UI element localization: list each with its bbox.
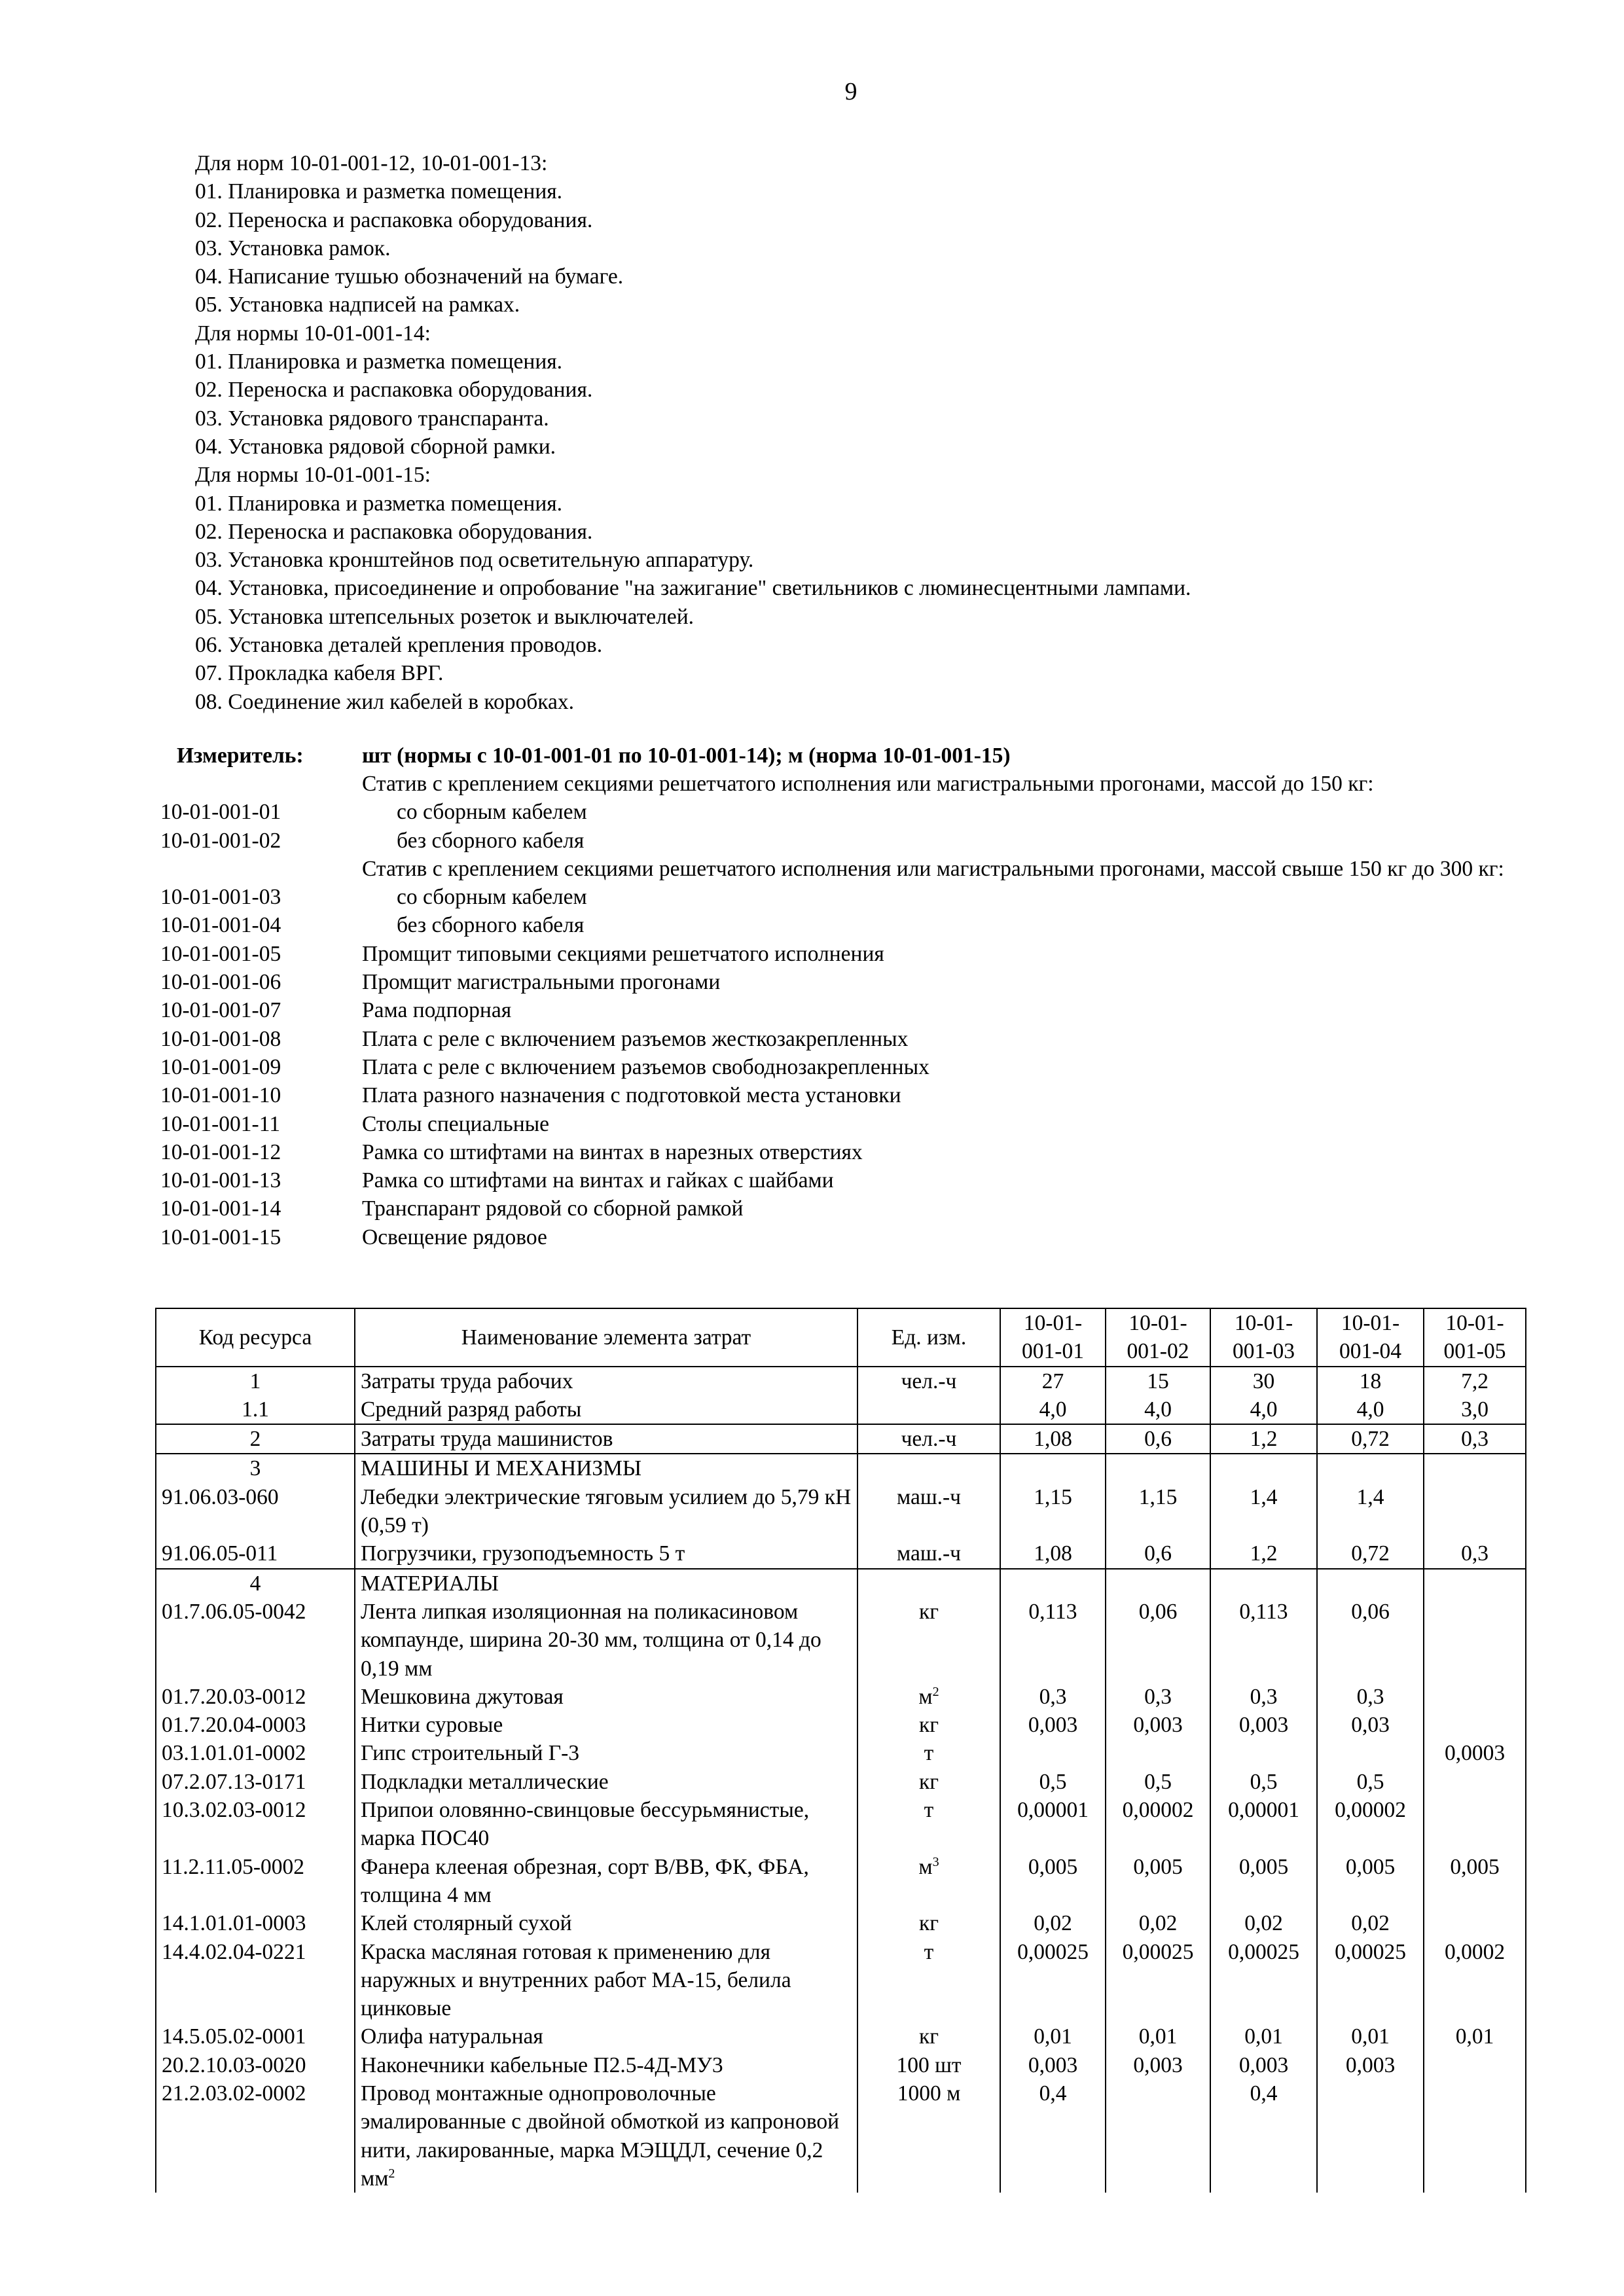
resource-name: Мешковина джутовая xyxy=(355,1683,857,1711)
norm-value xyxy=(1106,1739,1210,1767)
norm-value: 1,15 xyxy=(1000,1483,1106,1540)
norm-description: Транспарант рядовой со сборной рамкой xyxy=(362,1196,744,1221)
norm-value: 0,5 xyxy=(1317,1768,1424,1796)
step-line: 01. Планировка и разметка помещения. xyxy=(195,491,563,516)
resource-unit: чел.-ч xyxy=(857,1367,1000,1395)
norm-value: 4,0 xyxy=(1210,1395,1317,1424)
norm-value: 1,4 xyxy=(1210,1483,1317,1540)
table-row xyxy=(156,1539,1526,1568)
resource-code: 91.06.05-011 xyxy=(156,1539,355,1568)
norm-value: 0,5 xyxy=(1106,1768,1210,1796)
resource-name: Провод монтажные однопроволочные эмалированные с двойной обмоткой из капроновой нити, лакированные, марка МЭЩДЛ, сечение 0,2 $мм^2$ xyxy=(355,2079,857,2193)
resource-code: 01.7.06.05-0042 xyxy=(156,1598,355,1683)
norm-value xyxy=(1000,1569,1106,1598)
resource-unit: т xyxy=(857,1938,1000,2023)
norm-value: 1,15 xyxy=(1106,1483,1210,1540)
table-row xyxy=(156,2051,1526,2079)
resource-name: Лента липкая изоляционная на поликасиновом компаунде, ширина 20-30 мм, толщина от 0,14 до 0,19 мм xyxy=(355,1598,857,1683)
norm-description: Промщит магистральными прогонами xyxy=(362,970,721,995)
norm-value xyxy=(1424,2079,1526,2193)
resource-code: 21.2.03.02-0002 xyxy=(156,2079,355,2193)
norm-value xyxy=(1210,1739,1317,1767)
resource-code: 20.2.10.03-0020 xyxy=(156,2051,355,2079)
resource-name: Гипс строительный Г-3 xyxy=(355,1739,857,1767)
header-unit: Ед. изм. xyxy=(857,1308,1000,1367)
norm-code: 10-01-001-10 xyxy=(160,1083,281,1108)
norm-value: 18 xyxy=(1317,1367,1424,1395)
norm-value: 0,02 xyxy=(1317,1909,1424,1937)
step-line: 03. Установка рядового транспаранта. xyxy=(195,406,549,431)
norm-value: 0,003 xyxy=(1106,1711,1210,1739)
norm-value xyxy=(1424,2051,1526,2079)
step-line: 04. Написание тушью обозначений на бумаге. xyxy=(195,264,624,289)
table-row xyxy=(156,1454,1526,1482)
norm-value: 0,4 xyxy=(1210,2079,1317,2193)
norm-code: 10-01-001-05 xyxy=(160,941,281,966)
step-line: 04. Установка, присоединение и опробование "на зажигание" светильников с люминесцентными лампами. xyxy=(195,576,1191,601)
norm-code: 10-01-001-03 xyxy=(160,885,281,910)
step-line: 03. Установка кронштейнов под осветительную аппаратуру. xyxy=(195,548,754,573)
norm-code: 10-01-001-01 xyxy=(160,800,281,825)
norm-description: Рамка со штифтами на винтах в нарезных отверстиях xyxy=(362,1139,863,1164)
norm-value xyxy=(1424,1683,1526,1711)
resource-unit: кг xyxy=(857,1711,1000,1739)
norm-value: 0,01 xyxy=(1317,2022,1424,2051)
step-line: 02. Переноска и распаковка оборудования. xyxy=(195,378,593,403)
norm-value: 0,00002 xyxy=(1106,1796,1210,1853)
norm-value: 0,02 xyxy=(1210,1909,1317,1937)
norm-code xyxy=(160,855,362,883)
norm-value: 0,03 xyxy=(1317,1711,1424,1739)
header-norm-col: 10-01- 001-01 xyxy=(1000,1308,1106,1367)
norm-row xyxy=(160,1025,1522,1053)
resource-unit: кг xyxy=(857,1768,1000,1796)
norm-description: Плата с реле с включением разъемов свободнозакрепленных xyxy=(362,1054,929,1079)
norm-value xyxy=(1424,1454,1526,1482)
norm-description: Плата с реле с включением разъемов жесткозакрепленных xyxy=(362,1026,909,1051)
step-line: 01. Планировка и разметка помещения. xyxy=(195,350,563,374)
norm-code: 10-01-001-13 xyxy=(160,1168,281,1193)
norm-value: 0,3 xyxy=(1424,1539,1526,1568)
resource-unit: маш.-ч xyxy=(857,1483,1000,1540)
resource-name: Фанера клееная обрезная, сорт В/ВВ, ФК, ФБА, толщина 4 мм xyxy=(355,1853,857,1910)
norm-code: 10-01-001-06 xyxy=(160,970,281,995)
resource-code: 11.2.11.05-0002 xyxy=(156,1853,355,1910)
resource-name: Затраты труда рабочих xyxy=(355,1367,857,1395)
resource-unit: 100 шт xyxy=(857,2051,1000,2079)
norm-value: 0,003 xyxy=(1210,2051,1317,2079)
norm-value: 0,005 xyxy=(1106,1853,1210,1910)
norm-description: Рама подпорная xyxy=(362,998,512,1023)
norm-row xyxy=(160,968,1522,996)
table-row xyxy=(156,1711,1526,1739)
resource-code: 14.5.05.02-0001 xyxy=(156,2022,355,2051)
table-header-row xyxy=(156,1308,1526,1367)
norm-value: 0,00025 xyxy=(1210,1938,1317,2023)
step-line: 06. Установка деталей крепления проводов. xyxy=(195,633,603,658)
norm-value: 0,113 xyxy=(1210,1598,1317,1683)
work-steps-list xyxy=(195,149,1191,716)
norm-code: 10-01-001-15 xyxy=(160,1225,281,1249)
norm-row xyxy=(160,1223,1522,1251)
norm-value: 4,0 xyxy=(1106,1395,1210,1424)
norm-value xyxy=(1424,1598,1526,1683)
norm-value xyxy=(1317,1454,1424,1482)
norm-row xyxy=(160,1166,1522,1194)
table-row xyxy=(156,1796,1526,1853)
norm-description: Рамка со штифтами на винтах и гайках с шайбами xyxy=(362,1168,834,1193)
norm-value: 4,0 xyxy=(1317,1395,1424,1424)
meter-label: Измеритель: xyxy=(177,744,304,768)
norm-value: 0,3 xyxy=(1317,1683,1424,1711)
norm-value xyxy=(1424,1796,1526,1853)
table-row xyxy=(156,2022,1526,2051)
norm-value xyxy=(1000,1739,1106,1767)
norm-row xyxy=(160,855,1522,883)
norm-row xyxy=(160,1110,1522,1138)
norm-value: 1,4 xyxy=(1317,1483,1424,1540)
step-line: 05. Установка надписей на рамках. xyxy=(195,293,520,317)
norm-code: 10-01-001-04 xyxy=(160,913,281,938)
resource-code: 01.7.20.04-0003 xyxy=(156,1711,355,1739)
norm-value: 0,003 xyxy=(1000,1711,1106,1739)
norm-code xyxy=(160,770,362,798)
header-norm-col: 10-01- 001-03 xyxy=(1210,1308,1317,1367)
resource-name: Краска масляная готовая к применению для наружных и внутренних работ МА-15, белила цинковые xyxy=(355,1938,857,2023)
norm-value xyxy=(1106,1454,1210,1482)
norm-row xyxy=(160,770,1522,798)
resource-name: Припои оловянно-свинцовые бессурьмянистые, марка ПОС40 xyxy=(355,1796,857,1853)
norm-row xyxy=(160,1138,1522,1166)
norm-value xyxy=(1317,1569,1424,1598)
norm-value xyxy=(1424,1569,1526,1598)
resource-name: Средний разряд работы xyxy=(355,1395,857,1424)
resource-table xyxy=(155,1308,1526,2193)
step-line: 08. Соединение жил кабелей в коробках. xyxy=(195,689,575,714)
norm-value: 0,02 xyxy=(1000,1909,1106,1937)
norm-value xyxy=(1210,1569,1317,1598)
norm-value: 0,005 xyxy=(1210,1853,1317,1910)
norm-value: 0,5 xyxy=(1210,1768,1317,1796)
resource-code: 14.1.01.01-0003 xyxy=(156,1909,355,1937)
resource-unit: кг xyxy=(857,1598,1000,1683)
norm-code: 10-01-001-07 xyxy=(160,998,281,1023)
norm-value: 0,02 xyxy=(1106,1909,1210,1937)
norm-value: 0,06 xyxy=(1317,1598,1424,1683)
norm-value: 0,5 xyxy=(1000,1768,1106,1796)
resource-name: Нитки суровые xyxy=(355,1711,857,1739)
norm-value: 0,003 xyxy=(1317,2051,1424,2079)
table-row xyxy=(156,1938,1526,2023)
norm-row xyxy=(160,1081,1522,1109)
norm-description: со сборным кабелем xyxy=(397,885,587,910)
norm-value: 0,72 xyxy=(1317,1539,1424,1568)
resource-name: МАТЕРИАЛЫ xyxy=(355,1569,857,1598)
step-line: Для нормы 10-01-001-14: xyxy=(195,321,431,346)
step-line: 02. Переноска и распаковка оборудования. xyxy=(195,207,593,232)
step-line: 07. Прокладка кабеля ВРГ. xyxy=(195,661,444,686)
norm-row xyxy=(160,996,1522,1024)
table-row xyxy=(156,1598,1526,1683)
resource-unit: 1000 м xyxy=(857,2079,1000,2193)
norm-row xyxy=(160,911,1522,939)
step-line: 01. Планировка и разметка помещения. xyxy=(195,179,563,204)
norm-value: 0,00002 xyxy=(1317,1796,1424,1853)
norm-description: Статив с креплением секциями решетчатого исполнения или магистральными прогонами, массой до 150 кг: xyxy=(362,772,1374,796)
norm-row xyxy=(160,883,1522,911)
resource-name: Олифа натуральная xyxy=(355,2022,857,2051)
header-norm-col: 10-01- 001-04 xyxy=(1317,1308,1424,1367)
resource-unit: т xyxy=(857,1796,1000,1853)
norm-row xyxy=(160,1053,1522,1081)
norm-value: 0,3 xyxy=(1000,1683,1106,1711)
norm-description: Промщит типовыми секциями решетчатого исполнения xyxy=(362,941,884,966)
header-code: Код ресурса xyxy=(156,1308,355,1367)
norm-value: 0,4 xyxy=(1000,2079,1106,2193)
norm-row xyxy=(160,827,1522,855)
norm-value: 7,2 xyxy=(1424,1367,1526,1395)
norm-description: со сборным кабелем xyxy=(397,800,587,825)
norm-value xyxy=(1000,1454,1106,1482)
norm-row xyxy=(160,1194,1522,1223)
step-line: 02. Переноска и распаковка оборудования. xyxy=(195,519,593,544)
page-number: 9 xyxy=(844,78,857,105)
table-row xyxy=(156,1739,1526,1767)
resource-unit: маш.-ч xyxy=(857,1539,1000,1568)
header-norm-col: 10-01- 001-05 xyxy=(1424,1308,1526,1367)
norm-code: 10-01-001-12 xyxy=(160,1139,281,1164)
resource-unit: кг xyxy=(857,2022,1000,2051)
norm-description: без сборного кабеля xyxy=(397,913,585,938)
norm-value: 0,6 xyxy=(1106,1424,1210,1454)
norm-value xyxy=(1317,2079,1424,2193)
norm-value: 0,01 xyxy=(1000,2022,1106,2051)
resource-unit xyxy=(857,1454,1000,1482)
norm-value xyxy=(1424,1711,1526,1739)
norm-value: 0,00025 xyxy=(1000,1938,1106,2023)
resource-code: 3 xyxy=(156,1454,355,1482)
resource-code: 91.06.03-060 xyxy=(156,1483,355,1540)
norm-code: 10-01-001-02 xyxy=(160,828,281,853)
norm-value: 0,06 xyxy=(1106,1598,1210,1683)
norm-value: 0,01 xyxy=(1106,2022,1210,2051)
table-row xyxy=(156,1395,1526,1424)
step-line: 04. Установка рядовой сборной рамки. xyxy=(195,434,556,459)
resource-code: 07.2.07.13-0171 xyxy=(156,1768,355,1796)
norm-value: 0,3 xyxy=(1210,1683,1317,1711)
norm-value: 0,3 xyxy=(1106,1683,1210,1711)
resource-name: Погрузчики, грузоподъемность 5 т xyxy=(355,1539,857,1568)
resource-name: Затраты труда машинистов xyxy=(355,1424,857,1454)
table-row xyxy=(156,1569,1526,1598)
norm-value: 0,003 xyxy=(1106,2051,1210,2079)
norm-value: 30 xyxy=(1210,1367,1317,1395)
step-line: 05. Установка штепсельных розеток и выключателей. xyxy=(195,604,694,629)
resource-name: Подкладки металлические xyxy=(355,1768,857,1796)
norm-value: 1,2 xyxy=(1210,1424,1317,1454)
norm-description: Освещение рядовое xyxy=(362,1225,547,1249)
resource-name: Наконечники кабельные П2.5-4Д-МУ3 xyxy=(355,2051,857,2079)
resource-name: Лебедки электрические тяговым усилием до 5,79 кН (0,59 т) xyxy=(355,1483,857,1540)
norm-value: 0,01 xyxy=(1424,2022,1526,2051)
norm-code: 10-01-001-14 xyxy=(160,1196,281,1221)
resource-code: 03.1.01.01-0002 xyxy=(156,1739,355,1767)
resource-code: 10.3.02.03-0012 xyxy=(156,1796,355,1853)
table-row xyxy=(156,2079,1526,2193)
resource-code: 1.1 xyxy=(156,1395,355,1424)
norm-value: 0,003 xyxy=(1000,2051,1106,2079)
resource-code: 1 xyxy=(156,1367,355,1395)
resource-unit xyxy=(857,1569,1000,1598)
resource-code: 2 xyxy=(156,1424,355,1454)
norm-description: Столы специальные xyxy=(362,1111,549,1136)
norm-value xyxy=(1106,1569,1210,1598)
resource-unit: т xyxy=(857,1739,1000,1767)
resource-unit: $м^3$ xyxy=(857,1853,1000,1910)
norm-value xyxy=(1317,1739,1424,1767)
header-norm-col: 10-01- 001-02 xyxy=(1106,1308,1210,1367)
table-row xyxy=(156,1683,1526,1711)
step-line: Для нормы 10-01-001-15: xyxy=(195,463,431,488)
table-row xyxy=(156,1367,1526,1395)
norm-value: 1,2 xyxy=(1210,1539,1317,1568)
resource-unit: чел.-ч xyxy=(857,1424,1000,1454)
norm-value: 0,005 xyxy=(1317,1853,1424,1910)
norm-value: 0,005 xyxy=(1424,1853,1526,1910)
norm-value: 0,01 xyxy=(1210,2022,1317,2051)
resource-code: 14.4.02.04-0221 xyxy=(156,1938,355,2023)
norm-value: 0,00001 xyxy=(1210,1796,1317,1853)
norm-value: 3,0 xyxy=(1424,1395,1526,1424)
step-line: 03. Установка рамок. xyxy=(195,236,391,260)
norm-value: 0,72 xyxy=(1317,1424,1424,1454)
norm-description: Статив с креплением секциями решетчатого исполнения или магистральными прогонами, массой свыше 150 кг до 300 кг: xyxy=(362,856,1504,881)
norm-value: 0,005 xyxy=(1000,1853,1106,1910)
resource-name: МАШИНЫ И МЕХАНИЗМЫ xyxy=(355,1454,857,1482)
norm-value: 0,113 xyxy=(1000,1598,1106,1683)
norm-row xyxy=(160,798,1522,826)
table-row xyxy=(156,1483,1526,1540)
norm-value: 0,00025 xyxy=(1317,1938,1424,2023)
norm-code: 10-01-001-09 xyxy=(160,1054,281,1079)
norm-value xyxy=(1424,1483,1526,1540)
norm-value: 15 xyxy=(1106,1367,1210,1395)
norm-value: 0,6 xyxy=(1106,1539,1210,1568)
norm-value: 27 xyxy=(1000,1367,1106,1395)
table-row xyxy=(156,1909,1526,1937)
norm-code: 10-01-001-08 xyxy=(160,1026,281,1051)
norm-row xyxy=(160,940,1522,968)
resource-name: Клей столярный сухой xyxy=(355,1909,857,1937)
norms-list xyxy=(160,770,1522,1251)
table-row xyxy=(156,1424,1526,1454)
norm-code: 10-01-001-11 xyxy=(160,1111,280,1136)
header-name: Наименование элемента затрат xyxy=(355,1308,857,1367)
resource-unit: кг xyxy=(857,1909,1000,1937)
norm-description: Плата разного назначения с подготовкой места установки xyxy=(362,1083,901,1108)
resource-code: 01.7.20.03-0012 xyxy=(156,1683,355,1711)
meter-value: шт (нормы с 10-01-001-01 по 10-01-001-14); м (норма 10-01-001-15) xyxy=(362,744,1011,768)
norm-value: 1,08 xyxy=(1000,1424,1106,1454)
norm-value: 0,00025 xyxy=(1106,1938,1210,2023)
table-row xyxy=(156,1853,1526,1910)
norm-value xyxy=(1210,1454,1317,1482)
resource-code: 4 xyxy=(156,1569,355,1598)
step-line: Для норм 10-01-001-12, 10-01-001-13: xyxy=(195,151,548,175)
norm-description: без сборного кабеля xyxy=(397,828,585,853)
resource-unit xyxy=(857,1395,1000,1424)
norm-value: 0,0002 xyxy=(1424,1938,1526,2023)
norm-value: 0,003 xyxy=(1210,1711,1317,1739)
norm-value: 0,3 xyxy=(1424,1424,1526,1454)
norm-value: 1,08 xyxy=(1000,1539,1106,1568)
norm-value xyxy=(1424,1909,1526,1937)
norm-value xyxy=(1424,1768,1526,1796)
norm-value: 0,00001 xyxy=(1000,1796,1106,1853)
norm-value: 0,0003 xyxy=(1424,1739,1526,1767)
table-row xyxy=(156,1768,1526,1796)
resource-unit: $м^2$ xyxy=(857,1683,1000,1711)
norm-value xyxy=(1106,2079,1210,2193)
norm-value: 4,0 xyxy=(1000,1395,1106,1424)
